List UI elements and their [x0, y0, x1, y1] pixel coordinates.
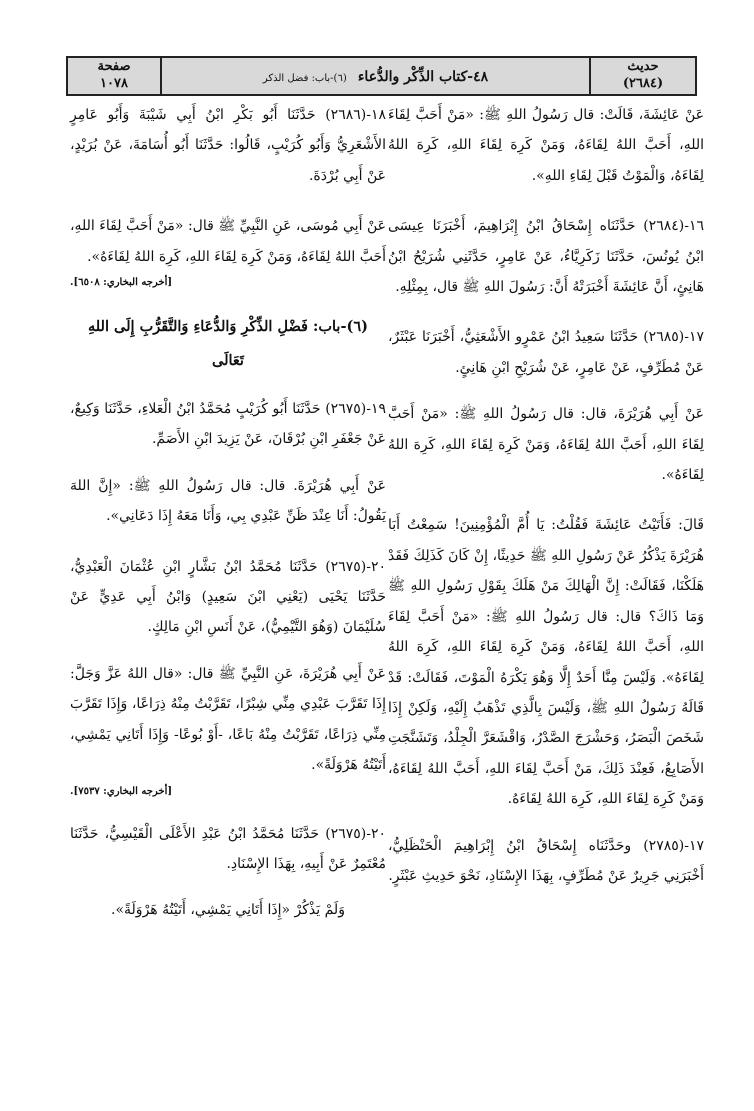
chapter-title: (٦)-باب: فضل الذكر [262, 73, 347, 84]
takhrij-reference: [أخرجه البخاري: ٦٥٠٨]. [70, 277, 173, 289]
hadith-note: وَلَمْ يَذْكُرْ «إِذَا أَتَانِي يَمْشِي، أَتَيْتُهُ هَرْوَلَةً». [111, 902, 345, 919]
page-number: ١٠٧٨ [100, 76, 128, 91]
hadith-text: عَنْ عَائِشَةَ، قَالَتْ: قال رَسُولُ اللهِ ﷺ: «مَنْ أَحَبَّ لِقَاءَ اللهِ، أَحَبَّ اللهُ لِقَاءَهُ، وَمَنْ كَرِهَ لِقَاءَ اللهِ، كَرِهَ اللهُ لِقَاءَهُ، وَالْمَوْتُ قَبْلَ لِقَاءِ اللهِ». [388, 107, 704, 184]
hadith-isnad: ١٨-(٢٦٨٦) حَدَّثَنَا أَبُو بَكْرِ ابْنُ أَبِي شَيْبَةَ وَأَبُو عَامِرٍ الأَشْعَرِيُّ وَأَبُو كُرَيْبٍ، قَالُوا: حَدَّثَنَا أَبُو أُسَامَةَ، عَنْ بُرَيْدٍ، عَنْ أَبِي بُرْدَةَ. [70, 107, 386, 184]
header-title [164, 58, 587, 94]
hadith-text: عَنْ أَبِي هُرَيْرَةَ، قال: قال رَسُولُ اللهِ ﷺ: «مَنْ أَحَبَّ لِقَاءَ اللهِ، أَحَبَّ اللهُ لِقَاءَهُ، وَمَنْ كَرِهَ لِقَاءَ اللهِ، كَرِهَ اللهُ لِقَاءَهُ». [388, 406, 704, 484]
book-title: ٤٨-كتاب الذِّكْر والدُّعاء [357, 69, 489, 85]
hadith-text: قَالَ: فَأَتَيْتُ عَائِشَةَ فَقُلْتُ: يَا أُمَّ الْمُؤْمِنِينَ! سَمِعْتُ أَبَا هُرَيْرَةَ يَذْكُرُ عَنْ رَسُولِ اللهِ ﷺ حَدِيثًا، إِنْ كَانَ كَذَلِكَ فَقَدْ هَلَكْنَا، فَقَالَتْ: إِنَّ الْهَالِكَ مَنْ هَلَكَ بِقَوْلِ رَسُولِ اللهِ ﷺ وَمَا ذَاكَ؟ قال: قال رَسُولُ اللهِ ﷺ: «مَنْ أَحَبَّ لِقَاءَ اللهِ، أَحَبَّ اللهُ لِقَاءَهُ، وَمَنْ كَرِهَ لِقَاءَ اللهِ، كَرِهَ اللهُ لِقَاءَهُ». وَلَيْسَ مِنَّا أَحَدٌ إِلَّا وَهُوَ يَكْرَهُ الْمَوْتَ، فَقَالَتْ: قَدْ قَالَهُ رَسُولُ اللهِ ﷺ، وَلَيْسَ بِالَّذِي تَذْهَبُ إِلَيْهِ، وَلَكِنْ إِذَا شَخَصَ الْبَصَرُ، وَحَشْرَجَ الصَّدْرُ، وَاقْشَعَرَّ الْجِلْدُ، وَتَشَنَّجَتِ الأَصَابِعُ، فَعِنْدَ ذَلِكَ، مَنْ أَحَبَّ لِقَاءَ اللهِ، أَحَبَّ اللهُ لِقَاءَهُ، وَمَنْ كَرِهَ لِقَاءَ اللهِ، كَرِهَ اللهُ لِقَاءَهُ. [388, 517, 704, 808]
hadith-isnad: ١٩-(٢٦٧٥) حَدَّثَنَا أَبُو كُرَيْبٍ مُحَمَّدُ ابْنُ الْعَلاءِ، حَدَّثَنَا وَكِيعٌ، عَنْ جَعْفَرِ ابْنِ بُرْقَانَ، عَنْ يَزِيدَ ابْنِ الأَصَمِّ. [70, 401, 386, 448]
takhrij-reference: [أخرجه البخاري: ٧٥٣٧]. [70, 785, 173, 797]
hadith-text: عَنْ أَبِي هُرَيْرَةَ. قال: قال رَسُولُ اللهِ ﷺ: «إِنَّ اللهَ يَقُولُ: أَنَا عِنْدَ ظَنِّ عَبْدِي بِي، وَأَنَا مَعَهُ إِذَا دَعَانِي». [70, 477, 386, 525]
hadith-isnad: ١٧-(٢٧٨٥) وحَدَّثَنَاه إِسْحَاقُ ابْنُ إِبْرَاهِيمَ الْحَنْظَلِيُّ، أَخْبَرَنِي جَرِيرٌ عَنْ مُطَرِّفٍ، بِهَذَا الإِسْنَادِ، نَحْوَ حَدِيثِ عَبْثَرٍ. [388, 837, 704, 884]
page-number-box [68, 58, 162, 94]
right-column [388, 100, 704, 891]
page-header [66, 56, 697, 96]
chapter-heading: (٦)-باب: فَضْلِ الذِّكْرِ وَالدُّعَاءِ وَالتَّقَرُّبِ إِلَى اللهِ تَعَالَى [87, 318, 369, 370]
hadith-text: عَنْ أَبِي مُوسَى، عَنِ النَّبِيِّ ﷺ قال: «مَنْ أَحَبَّ لِقَاءَ اللهِ، أَحَبَّ اللهُ لِقَاءَهُ، وَمَنْ كَرِهَ لِقَاءَ اللهِ، كَرِهَ اللهُ لِقَاءَهُ». [70, 218, 386, 265]
hadith-range: (٢٦٨٤) [622, 76, 664, 91]
hadith-number-box [589, 58, 695, 94]
hadith-isnad: ١٦-(٢٦٨٤) حَدَّثَنَاه إِسْحَاقُ ابْنُ إِبْرَاهِيمَ، أَخْبَرَنَا عِيسَى ابْنُ يُونُسَ، حَدَّثَنَا زَكَرِيَّاءُ، عَنْ عَامِرٍ، حَدَّثَنِي شُرَيْحُ ابْنُ هَانِئٍ، أَنَّ عَائِشَةَ أَخْبَرَتْهُ أَنَّ: رَسُولَ اللهِ ﷺ قال، بِمِثْلِهِ. [388, 218, 704, 296]
hadith-text: عَنْ أَبِي هُرَيْرَةَ، عَنِ النَّبِيِّ ﷺ قال: «قال اللهُ عَزَّ وَجَلَّ: إِذَا تَقَرَّبَ عَبْدِي مِنِّي شِبْرًا، تَقَرَّبْتُ مِنْهُ ذِرَاعًا، وَإِذَا تَقَرَّبَ مِنِّي ذِرَاعًا، تَقَرَّبْتُ مِنْهُ بَاعًا، -أَوْ بُوعًا- وَإِذَا أَتَانِي يَمْشِي، أَتَيْتُهُ هَرْوَلَةً». [70, 665, 386, 774]
hadith-isnad: ٢٠-(٢٦٧٥) حَدَّثَنَا مُحَمَّدُ ابْنُ عَبْدِ الأَعْلَى الْقَيْسِيُّ، حَدَّثَنَا مُعْتَمِرٌ عَنْ أَبِيهِ، بِهَذَا الإِسْنَادِ. [70, 825, 386, 872]
hadith-isnad: ٢٠-(٢٦٧٥) حَدَّثَنَا مُحَمَّدُ ابْنُ بَشَّارٍ ابْنِ عُثْمَانَ الْعَبْدِيُّ، حَدَّثَنَا يَحْيَى (يَعْنِي ابْنَ سَعِيدٍ) وَابْنُ أَبِي عَدِيٍّ عَنْ سُلَيْمَانَ (وَهُوَ التَّيْمِيُّ)، عَنْ أَنَسِ ابْنِ مَالِكٍ. [70, 558, 386, 636]
left-column [70, 100, 386, 926]
hadith-label: حديث [627, 59, 659, 74]
page-label: صفحة [97, 59, 131, 74]
hadith-isnad: ١٧-(٢٦٨٥) حَدَّثَنَا سَعِيدُ ابْنُ عَمْرٍو الأَشْعَثِيُّ، أَخْبَرَنَا عَبْثَرٌ، عَنْ مُطَرِّفٍ، عَنْ عَامِرٍ، عَنْ شُرَيْحِ ابْنِ هَانِئٍ. [388, 329, 704, 376]
